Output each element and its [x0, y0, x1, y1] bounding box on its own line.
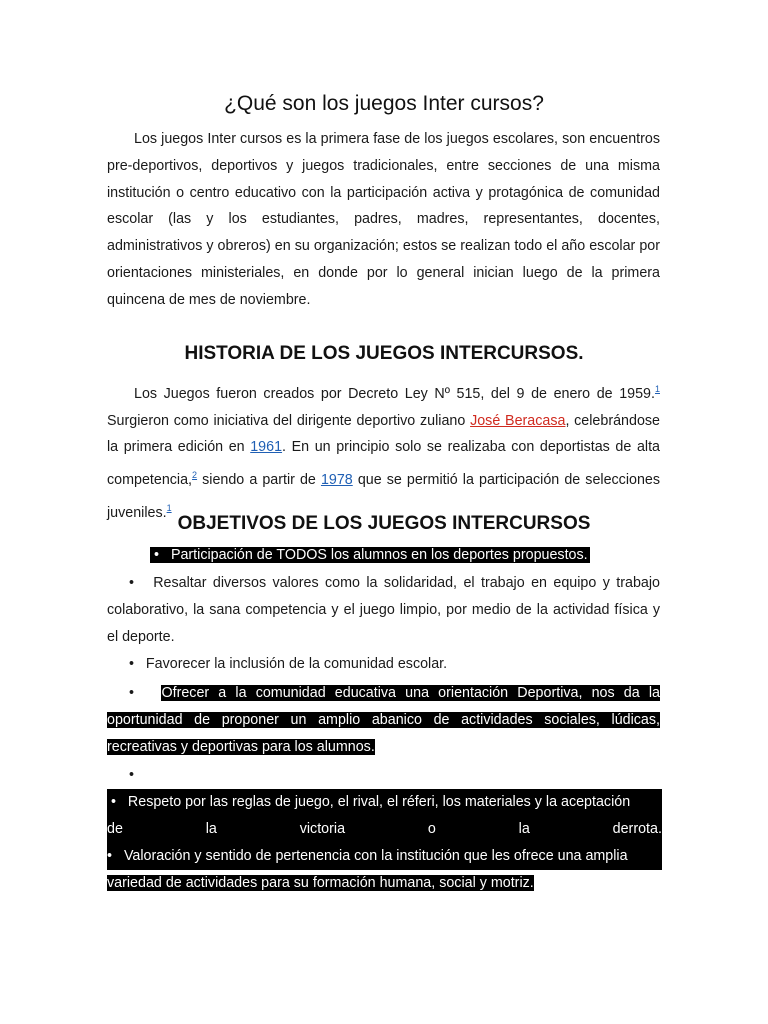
history-paragraph: Los Juegos fueron creados por Decreto Ley Nº 515, del 9 de enero de 1959.$^1$ Surgieron como iniciativa del dirigente deportivo zuliano José Beracasa, celebrándose la primera edición en 1961. En un principio solo se realizaba con deportistas de alta competencia,$^2$ siendo a partir de 1978 que se permitió la participación de selecciones juveniles.$^1$	[107, 384, 661, 521]
objective-item-5-empty	[107, 762, 660, 789]
objective-item-2: • Resaltar diversos valores como la solidaridad, el trabajo en equipo y trabajo colaborativo, la sana competencia y el juego limpio, por medio de la actividad física y el deporte.	[107, 570, 660, 650]
link-year-1978[interactable]: 1978	[320, 471, 353, 488]
section-title-history: HISTORIA DE LOS JUEGOS INTERCURSOS.	[184, 343, 584, 364]
bullet-icon: •	[110, 794, 116, 810]
section-title-objectives: OBJETIVOS DE LOS JUEGOS INTERCURSOS	[177, 513, 591, 534]
bullet-icon: •	[128, 685, 134, 701]
footnote-ref-2[interactable]: 2	[192, 470, 198, 481]
intro-paragraph: Los juegos Inter cursos es la primera fase de los juegos escolares, son encuentros pre-deportivos, deportivos y juegos tradicionales, entre secciones de una misma institución o centro educativo con la participación activa y protagónica de comunidad escolar (las y los estudiantes, padres, madres, representantes, docentes, administrativos y obreros) en su organización; estos se realizan todo el año escolar por orientaciones ministeriales, en donde por lo general inician luego de la primera quincena de mes de noviembre.	[107, 131, 660, 308]
objective-item-4: • Ofrecer a la comunidad educativa una orientación Deportiva, nos da la oportunidad de proponer un amplio abanico de actividades sociales, lúdicas, recreativas y deportivas para los alumnos.	[107, 680, 660, 760]
objective-item-1: • Participación de TODOS los alumnos en los deportes propuestos.	[150, 542, 620, 569]
footnote-ref-3[interactable]: 1	[166, 502, 172, 513]
objective-item-3: • Favorecer la inclusión de la comunidad escolar.	[107, 651, 660, 678]
objective-item-7-line-2: variedad de actividades para su formación humana, social y motriz.	[107, 875, 534, 891]
objective-item-6-line-1: • Respeto por las reglas de juego, el rival, el réferi, los materiales y la aceptación	[107, 789, 662, 816]
link-year-1961[interactable]: 1961	[250, 439, 283, 456]
objective-item-6-line-2: de la victoria o la derrota.	[107, 816, 662, 843]
bullet-icon: •	[128, 656, 134, 672]
bullet-icon: •	[154, 547, 160, 563]
link-jose-beracasa[interactable]: José Beracasa	[470, 412, 566, 429]
objective-item-7-line-1: • Valoración y sentido de pertenencia con la institución que les ofrece una amplia	[107, 843, 662, 870]
bullet-icon: •	[128, 575, 134, 591]
bullet-icon: •	[107, 848, 113, 864]
bullet-icon: •	[128, 767, 134, 783]
footnote-ref-1[interactable]: 1	[654, 384, 660, 394]
section-title-what-are: ¿Qué son los juegos Inter cursos?	[224, 92, 544, 115]
